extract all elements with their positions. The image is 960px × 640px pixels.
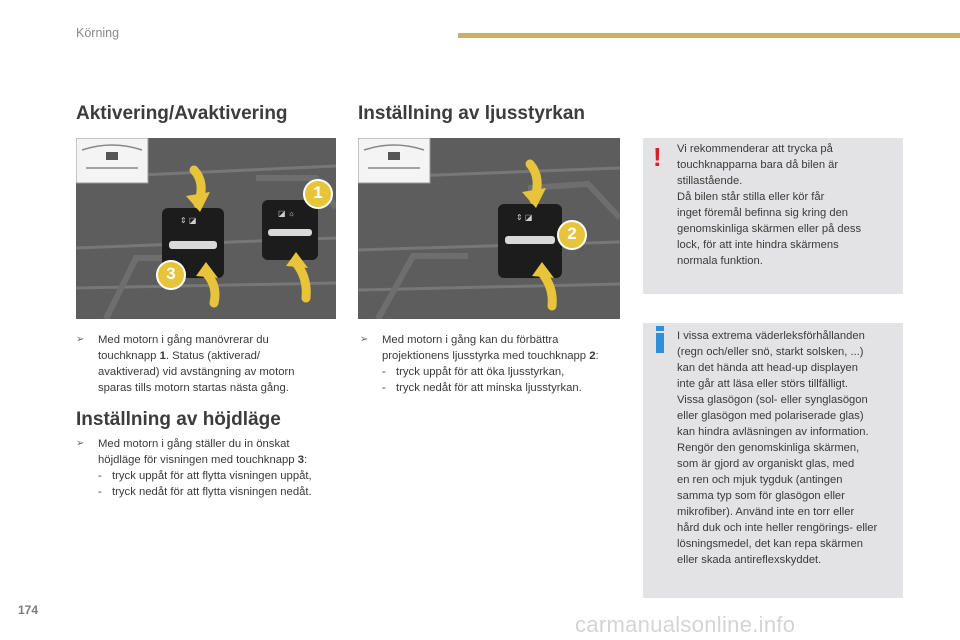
- section-title-height: Inställning av höjdläge: [76, 409, 281, 430]
- warning-note: ! Vi rekommenderar att trycka på touchknapparna bara då bilen är stillastående. Då bilen står stilla eller kör får inget föremål befinna sig kring den genomskinliga skärmen eller på dess lock, för att inte hindra skärmens normala funktion.: [643, 138, 903, 294]
- svg-text:⇕ ◪: ⇕ ◪: [180, 216, 197, 225]
- bullet-marker-icon: ➢: [360, 334, 369, 345]
- callout-3: 3: [166, 264, 176, 283]
- header-rule: [458, 33, 960, 38]
- callout-2: 2: [567, 224, 577, 243]
- bullet-brightness: ➢ Med motorn i gång kan du förbättra projektionens ljusstyrka med touchknapp 2: - tryck uppåt för att öka ljusstyrkan, - tryck nedåt för att minska ljusstyrkan.: [360, 332, 630, 396]
- bullet-marker-icon: ➢: [76, 438, 85, 449]
- warning-icon: !: [653, 142, 662, 172]
- bullet-height: ➢ Med motorn i gång ställer du in önskat höjdläge för visningen med touchknapp 3: - tryck uppåt för att flytta visningen uppåt, - tryck nedåt för att flytta visningen nedåt.: [76, 436, 351, 500]
- chapter-title: Körning: [76, 26, 120, 40]
- bullet-marker-icon: ➢: [76, 334, 85, 345]
- section-title-activation: Aktivering/Avaktivering: [76, 103, 288, 124]
- svg-text:⇕ ◪: ⇕ ◪: [516, 213, 533, 222]
- svg-text:◪ ☼: ◪ ☼: [278, 209, 296, 218]
- photo-activation: [76, 138, 336, 319]
- callout-1: 1: [313, 183, 323, 202]
- info-icon: [656, 333, 664, 353]
- info-note: I vissa extrema väderleksförhållanden (regn och/eller snö, starkt solsken, ...) kan det hända att head-up displayen inte går att läsa eller störs tillfälligt. Vissa glasögon (sol- eller synglasögon eller glasögon med polariserade glas) kan hindra avläsningen av information. Rengör den genomskinliga skärmen, som är gjord av organiskt glas, med en ren och mjuk tygduk (antingen samma typ som för glasögon eller mikrofiber). Använd inte en torr eller hård duk och inte heller rengörings- eller lösningsmedel, det kan repa skärmen eller skada antireflexskyddet.: [643, 323, 903, 598]
- page-number: 174: [18, 603, 39, 617]
- bullet-activation: ➢ Med motorn i gång manövrerar du touchknapp 1. Status (aktiverad/ avaktiverad) vid avstängning av motorn sparas tills motorn startas nästa gång.: [76, 334, 295, 394]
- section-title-brightness: Inställning av ljusstyrkan: [358, 103, 586, 124]
- photo-brightness: [358, 138, 620, 319]
- watermark: carmanualsonline.info: [575, 612, 796, 637]
